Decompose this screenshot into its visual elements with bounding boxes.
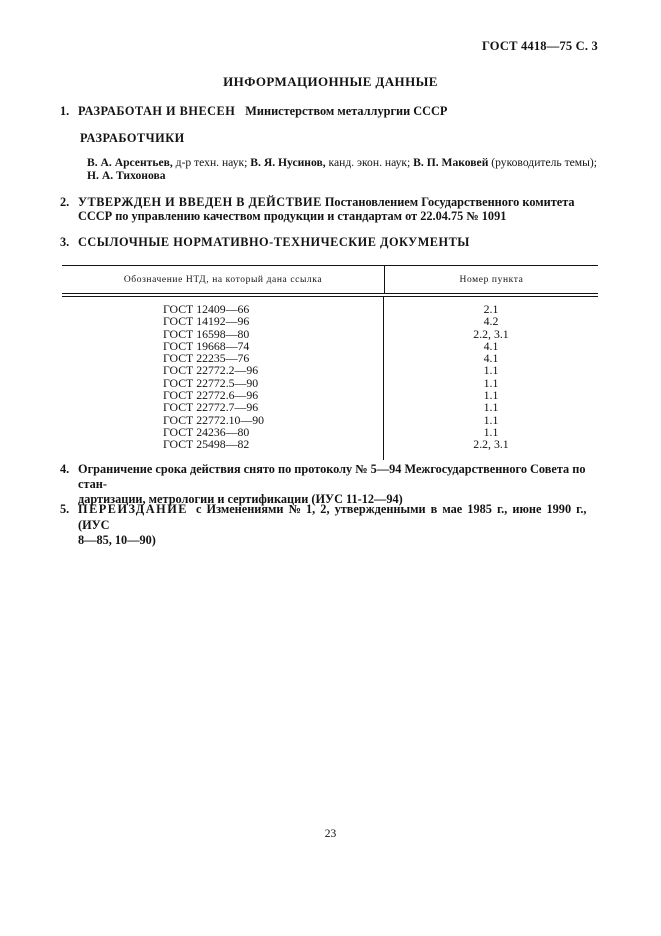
section-number: 1.	[60, 104, 70, 118]
table-cell-ntd: ГОСТ 22235—76	[163, 351, 250, 366]
section-text	[78, 502, 600, 549]
section-2-approved	[60, 196, 600, 223]
section-3-references	[60, 236, 600, 250]
section-line-2: 8—85, 10—90)	[78, 533, 156, 547]
table-cell-ntd: ГОСТ 22772.5—90	[163, 375, 259, 390]
page-number: 23	[324, 828, 337, 840]
table-body	[62, 297, 598, 460]
section-text	[78, 105, 600, 119]
developer-role: канд. экон. наук;	[325, 156, 414, 169]
table-cell-clause: 2.2, 3.1	[473, 326, 509, 341]
section-1-developed	[60, 105, 600, 119]
table-cell-ntd: ГОСТ 16598—80	[163, 326, 250, 341]
developer-name: В. П. Маковей	[413, 156, 489, 169]
table-cell-clause: 4.1	[483, 338, 499, 353]
section-text	[78, 196, 600, 223]
table-cell-clause: 1.1	[483, 424, 499, 439]
section-5-reissue	[60, 502, 600, 549]
section-text	[78, 462, 600, 507]
section-line-1: Ограничение срока действия снято по протоколу № 5—94 Межгосударственного Совета по стан-	[78, 462, 586, 491]
developer-name: В. Я. Нусинов,	[250, 156, 326, 169]
table-column-clause	[384, 297, 598, 460]
section-number: 5.	[60, 502, 70, 516]
table-cell-clause: 2.2, 3.1	[473, 437, 509, 452]
section-label: ССЫЛОЧНЫЕ НОРМАТИВНО-ТЕХНИЧЕСКИЕ ДОКУМЕНТЫ	[78, 235, 470, 249]
developer-name: Н. А. Тихонова	[87, 169, 166, 183]
table-cell-ntd: ГОСТ 14192—96	[163, 314, 250, 329]
section-label: УТВЕРЖДЕН И ВВЕДЕН В ДЕЙСТВИЕ	[78, 195, 322, 209]
section-number: 4.	[60, 462, 70, 476]
section-number: 2.	[60, 195, 70, 209]
standard-designation: ГОСТ 4418—75 С. 3	[481, 39, 598, 53]
section-label: РАЗРАБОТАН И ВНЕСЕН	[78, 104, 236, 118]
table-header-row	[62, 266, 598, 297]
table-cell-ntd: ГОСТ 22772.7—96	[163, 400, 259, 415]
section-line-1: с Изменениями № 1, 2, утвержденными в мае 1985 г., июне 1990 г., (ИУС	[78, 502, 587, 532]
table-cell-ntd: ГОСТ 22772.6—96	[163, 388, 259, 403]
section-line-2: дартизации, метрологии и сертификации (ИУС 11-12—94)	[78, 492, 403, 506]
section-4-validity	[60, 462, 600, 507]
section-label: ПЕРЕИЗДАНИЕ	[78, 502, 188, 516]
developers-list	[87, 156, 599, 183]
developer-role: д-р техн. наук;	[172, 156, 251, 169]
table-cell-clause: 1.1	[483, 363, 499, 378]
table-cell-clause: 1.1	[483, 412, 499, 427]
column-header-clause: Номер пункта	[459, 274, 524, 285]
developer-name: В. А. Арсентьев,	[87, 156, 173, 169]
section-number: 3.	[60, 235, 70, 249]
table-column-ntd	[62, 297, 384, 460]
section-value: Постановлением Государственного комитета СССР по управлению качеством продукции и стандартам от 22.04.75 № 1091	[78, 195, 575, 223]
table-cell-ntd: ГОСТ 25498—82	[163, 437, 250, 452]
section-value: Министерством металлургии СССР	[245, 104, 448, 118]
table-cell-clause: 1.1	[483, 400, 499, 415]
table-cell-clause: 1.1	[483, 388, 499, 403]
table-cell-ntd: ГОСТ 12409—66	[163, 302, 250, 316]
table-cell-clause: 4.2	[483, 314, 499, 329]
table-cell-ntd: ГОСТ 19668—74	[163, 338, 250, 353]
table-cell-clause: 4.1	[483, 351, 499, 366]
table-cell-clause: 1.1	[483, 375, 499, 390]
table-cell-ntd: ГОСТ 24236—80	[163, 424, 250, 439]
table-cell-clause: 2.1	[483, 302, 499, 316]
page-title: ИНФОРМАЦИОННЫЕ ДАННЫЕ	[223, 74, 438, 89]
column-header-ntd: Обозначение НТД, на который дана ссылка	[62, 266, 385, 293]
table-cell-ntd: ГОСТ 22772.2—96	[163, 363, 259, 378]
developers-heading: РАЗРАБОТЧИКИ	[80, 131, 185, 145]
developer-role: (руководитель темы);	[488, 156, 597, 169]
table-cell-ntd: ГОСТ 22772.10—90	[163, 412, 265, 427]
reference-documents-table	[62, 265, 598, 460]
